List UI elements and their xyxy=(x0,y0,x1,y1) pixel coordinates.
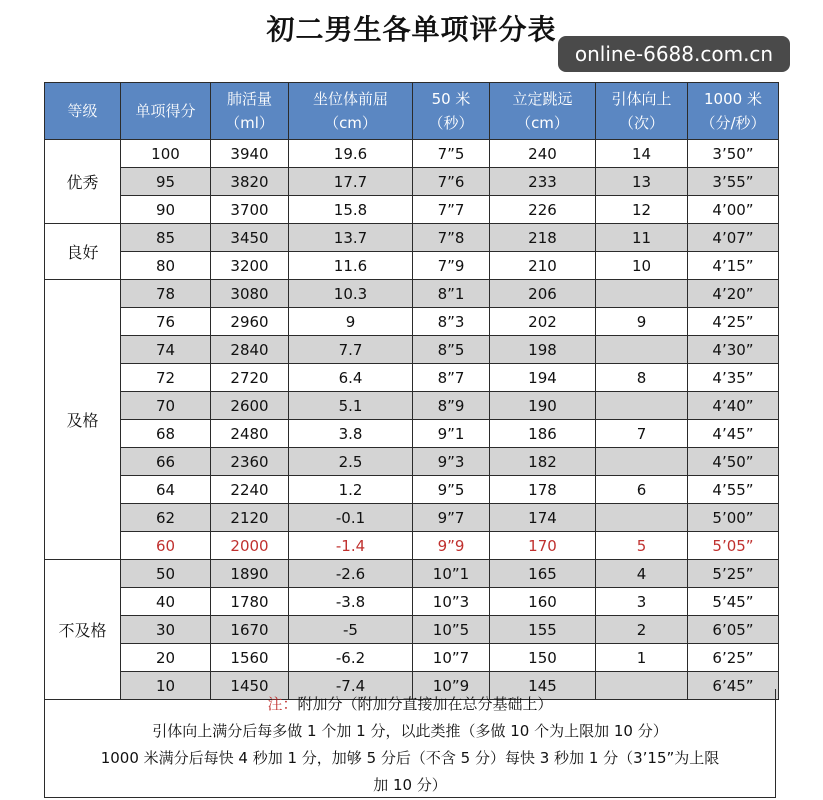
table-row xyxy=(45,476,779,504)
table-row xyxy=(45,140,779,168)
table-row xyxy=(45,588,779,616)
table-row xyxy=(45,308,779,336)
table-cell: 5’25” xyxy=(688,560,779,588)
table-cell: 9”5 xyxy=(413,476,490,504)
table-cell: 3700 xyxy=(211,196,289,224)
table-cell: 72 xyxy=(121,364,211,392)
table-cell: 194 xyxy=(490,364,596,392)
table-cell: 78 xyxy=(121,280,211,308)
table-cell: 198 xyxy=(490,336,596,364)
table-cell: 20 xyxy=(121,644,211,672)
table-cell: 178 xyxy=(490,476,596,504)
table-cell: 1 xyxy=(596,644,688,672)
table-cell: 74 xyxy=(121,336,211,364)
table-cell: -7.4 xyxy=(289,672,413,700)
header-lung: 肺活量 （ml） xyxy=(211,83,289,140)
table-cell: 100 xyxy=(121,140,211,168)
table-cell: 4’45” xyxy=(688,420,779,448)
table-cell: -3.8 xyxy=(289,588,413,616)
table-cell xyxy=(596,280,688,308)
table-cell: 5.1 xyxy=(289,392,413,420)
table-cell: 40 xyxy=(121,588,211,616)
header-row xyxy=(45,83,779,140)
table-cell: 15.8 xyxy=(289,196,413,224)
watermark: online-6688.com.cn xyxy=(558,36,790,72)
table-cell: 2360 xyxy=(211,448,289,476)
table-cell: 4 xyxy=(596,560,688,588)
table-cell: 10”7 xyxy=(413,644,490,672)
table-cell: 7”6 xyxy=(413,168,490,196)
table-cell: 8”9 xyxy=(413,392,490,420)
notes-label: 注： xyxy=(267,695,298,713)
page-title: 初二男生各单项评分表 xyxy=(266,13,557,46)
table-cell: -0.1 xyxy=(289,504,413,532)
table-cell: 64 xyxy=(121,476,211,504)
table-cell: 12 xyxy=(596,196,688,224)
notes xyxy=(44,689,776,798)
table-cell xyxy=(596,392,688,420)
header-1000m: 1000 米 （分/秒） xyxy=(688,83,779,140)
table-cell: 165 xyxy=(490,560,596,588)
table-cell: 10”3 xyxy=(413,588,490,616)
table-cell: 190 xyxy=(490,392,596,420)
header-score: 单项得分 xyxy=(121,83,211,140)
table-cell: 2840 xyxy=(211,336,289,364)
table-cell: 182 xyxy=(490,448,596,476)
table-cell: 8”1 xyxy=(413,280,490,308)
table-cell: 9”7 xyxy=(413,504,490,532)
table-cell: 3450 xyxy=(211,224,289,252)
table-cell: 8 xyxy=(596,364,688,392)
table-cell: 2 xyxy=(596,616,688,644)
table-cell: 170 xyxy=(490,532,596,560)
table-cell: 85 xyxy=(121,224,211,252)
table-cell: 1670 xyxy=(211,616,289,644)
table-cell: 1450 xyxy=(211,672,289,700)
table-cell: 4’30” xyxy=(688,336,779,364)
notes-line2: 引体向上满分后每多做 1 个加 1 分，以此类推（多做 10 个为上限加 10 分） xyxy=(152,722,668,740)
table-cell: 9”3 xyxy=(413,448,490,476)
header-sit-reach: 坐位体前屈 （cm） xyxy=(289,83,413,140)
table-cell: 76 xyxy=(121,308,211,336)
table-cell: 2240 xyxy=(211,476,289,504)
table-row xyxy=(45,196,779,224)
table-row xyxy=(45,168,779,196)
table-cell: 202 xyxy=(490,308,596,336)
table-cell: 145 xyxy=(490,672,596,700)
table-cell: 10 xyxy=(121,672,211,700)
table-cell: 1560 xyxy=(211,644,289,672)
table-cell: 90 xyxy=(121,196,211,224)
table-row xyxy=(45,252,779,280)
table-cell: 233 xyxy=(490,168,596,196)
table-row xyxy=(45,392,779,420)
table-cell: 10”1 xyxy=(413,560,490,588)
table-cell: 62 xyxy=(121,504,211,532)
table-cell: 174 xyxy=(490,504,596,532)
table-cell: 206 xyxy=(490,280,596,308)
table-cell: 2120 xyxy=(211,504,289,532)
table-cell: 10”9 xyxy=(413,672,490,700)
table-cell: 3 xyxy=(596,588,688,616)
table-cell: 2000 xyxy=(211,532,289,560)
table-cell: 7”7 xyxy=(413,196,490,224)
table-cell: 17.7 xyxy=(289,168,413,196)
notes-line3: 1000 米满分后每快 4 秒加 1 分，加够 5 分后（不含 5 分）每快 3 秒加 1 分（3’15”为上限 xyxy=(100,749,720,767)
table-cell: 4’55” xyxy=(688,476,779,504)
table-row xyxy=(45,364,779,392)
table-cell: 6’45” xyxy=(688,672,779,700)
table-cell: 1780 xyxy=(211,588,289,616)
table-cell: 13.7 xyxy=(289,224,413,252)
table-cell: 7 xyxy=(596,420,688,448)
table-row xyxy=(45,560,779,588)
table-cell: 95 xyxy=(121,168,211,196)
table-cell: 4’20” xyxy=(688,280,779,308)
table-cell: 9”1 xyxy=(413,420,490,448)
table-cell: 8”7 xyxy=(413,364,490,392)
score-table xyxy=(44,82,779,700)
table-cell: 9”9 xyxy=(413,532,490,560)
table-cell: 4’07” xyxy=(688,224,779,252)
table-cell: 7”8 xyxy=(413,224,490,252)
table-cell: 240 xyxy=(490,140,596,168)
table-row xyxy=(45,644,779,672)
table-cell: 7”5 xyxy=(413,140,490,168)
table-cell: 150 xyxy=(490,644,596,672)
table-cell: 2.5 xyxy=(289,448,413,476)
table-cell: 5 xyxy=(596,532,688,560)
table-cell: 7.7 xyxy=(289,336,413,364)
table-cell: 2720 xyxy=(211,364,289,392)
table-cell xyxy=(596,448,688,476)
table-cell: 160 xyxy=(490,588,596,616)
table-cell: 1890 xyxy=(211,560,289,588)
table-cell: 3940 xyxy=(211,140,289,168)
table-cell: 3.8 xyxy=(289,420,413,448)
table-cell: 1.2 xyxy=(289,476,413,504)
header-grade: 等级 xyxy=(45,83,121,140)
table-cell: 5’05” xyxy=(688,532,779,560)
table-row xyxy=(45,420,779,448)
table-cell: 66 xyxy=(121,448,211,476)
table-cell: 50 xyxy=(121,560,211,588)
table-cell: 13 xyxy=(596,168,688,196)
table-row xyxy=(45,616,779,644)
table-cell: 6.4 xyxy=(289,364,413,392)
table-cell: 186 xyxy=(490,420,596,448)
table-cell: 3080 xyxy=(211,280,289,308)
table-cell: 60 xyxy=(121,532,211,560)
table-cell: 5’45” xyxy=(688,588,779,616)
table-cell: 10”5 xyxy=(413,616,490,644)
table-cell: 3200 xyxy=(211,252,289,280)
table-cell: 4’35” xyxy=(688,364,779,392)
header-pullup: 引体向上 （次） xyxy=(596,83,688,140)
table-cell: 4’25” xyxy=(688,308,779,336)
table-cell: 218 xyxy=(490,224,596,252)
table-cell: 80 xyxy=(121,252,211,280)
table-cell: 6’05” xyxy=(688,616,779,644)
table-cell: 4’50” xyxy=(688,448,779,476)
table-cell: 11.6 xyxy=(289,252,413,280)
grade-cell: 不及格 xyxy=(45,560,121,700)
table-cell: 3820 xyxy=(211,168,289,196)
table-cell: 155 xyxy=(490,616,596,644)
table-cell: 11 xyxy=(596,224,688,252)
table-cell: 8”3 xyxy=(413,308,490,336)
table-cell: 14 xyxy=(596,140,688,168)
table-row xyxy=(45,504,779,532)
table-cell: -1.4 xyxy=(289,532,413,560)
grade-cell: 优秀 xyxy=(45,140,121,224)
table-cell: 9 xyxy=(289,308,413,336)
table-cell: 226 xyxy=(490,196,596,224)
table-cell: 19.6 xyxy=(289,140,413,168)
table-cell: 3’55” xyxy=(688,168,779,196)
grade-cell: 及格 xyxy=(45,280,121,560)
table-cell: 210 xyxy=(490,252,596,280)
table-cell: 2600 xyxy=(211,392,289,420)
table-cell: 5’00” xyxy=(688,504,779,532)
header-50m: 50 米 （秒） xyxy=(413,83,490,140)
table-cell: 9 xyxy=(596,308,688,336)
header-long-jump: 立定跳远 （cm） xyxy=(490,83,596,140)
table-cell: 10.3 xyxy=(289,280,413,308)
table-cell: -5 xyxy=(289,616,413,644)
table-row xyxy=(45,532,779,560)
table-cell: 10 xyxy=(596,252,688,280)
table-row xyxy=(45,448,779,476)
table-cell: 2480 xyxy=(211,420,289,448)
table-row xyxy=(45,224,779,252)
table-cell: 6’25” xyxy=(688,644,779,672)
table-cell: -2.6 xyxy=(289,560,413,588)
table-cell xyxy=(596,336,688,364)
table-row xyxy=(45,336,779,364)
table-cell: 2960 xyxy=(211,308,289,336)
table-cell: 4’15” xyxy=(688,252,779,280)
table-cell: 3’50” xyxy=(688,140,779,168)
table-cell: 30 xyxy=(121,616,211,644)
table-cell: 70 xyxy=(121,392,211,420)
notes-line4: 加 10 分） xyxy=(373,776,447,794)
table-cell: -6.2 xyxy=(289,644,413,672)
grade-cell: 良好 xyxy=(45,224,121,280)
table-cell xyxy=(596,504,688,532)
table-cell: 4’40” xyxy=(688,392,779,420)
table-row xyxy=(45,280,779,308)
table-cell: 68 xyxy=(121,420,211,448)
table-cell: 4’00” xyxy=(688,196,779,224)
table-cell: 7”9 xyxy=(413,252,490,280)
notes-line1: 附加分（附加分直接加在总分基础上） xyxy=(297,695,553,713)
table-cell: 6 xyxy=(596,476,688,504)
table-cell: 8”5 xyxy=(413,336,490,364)
